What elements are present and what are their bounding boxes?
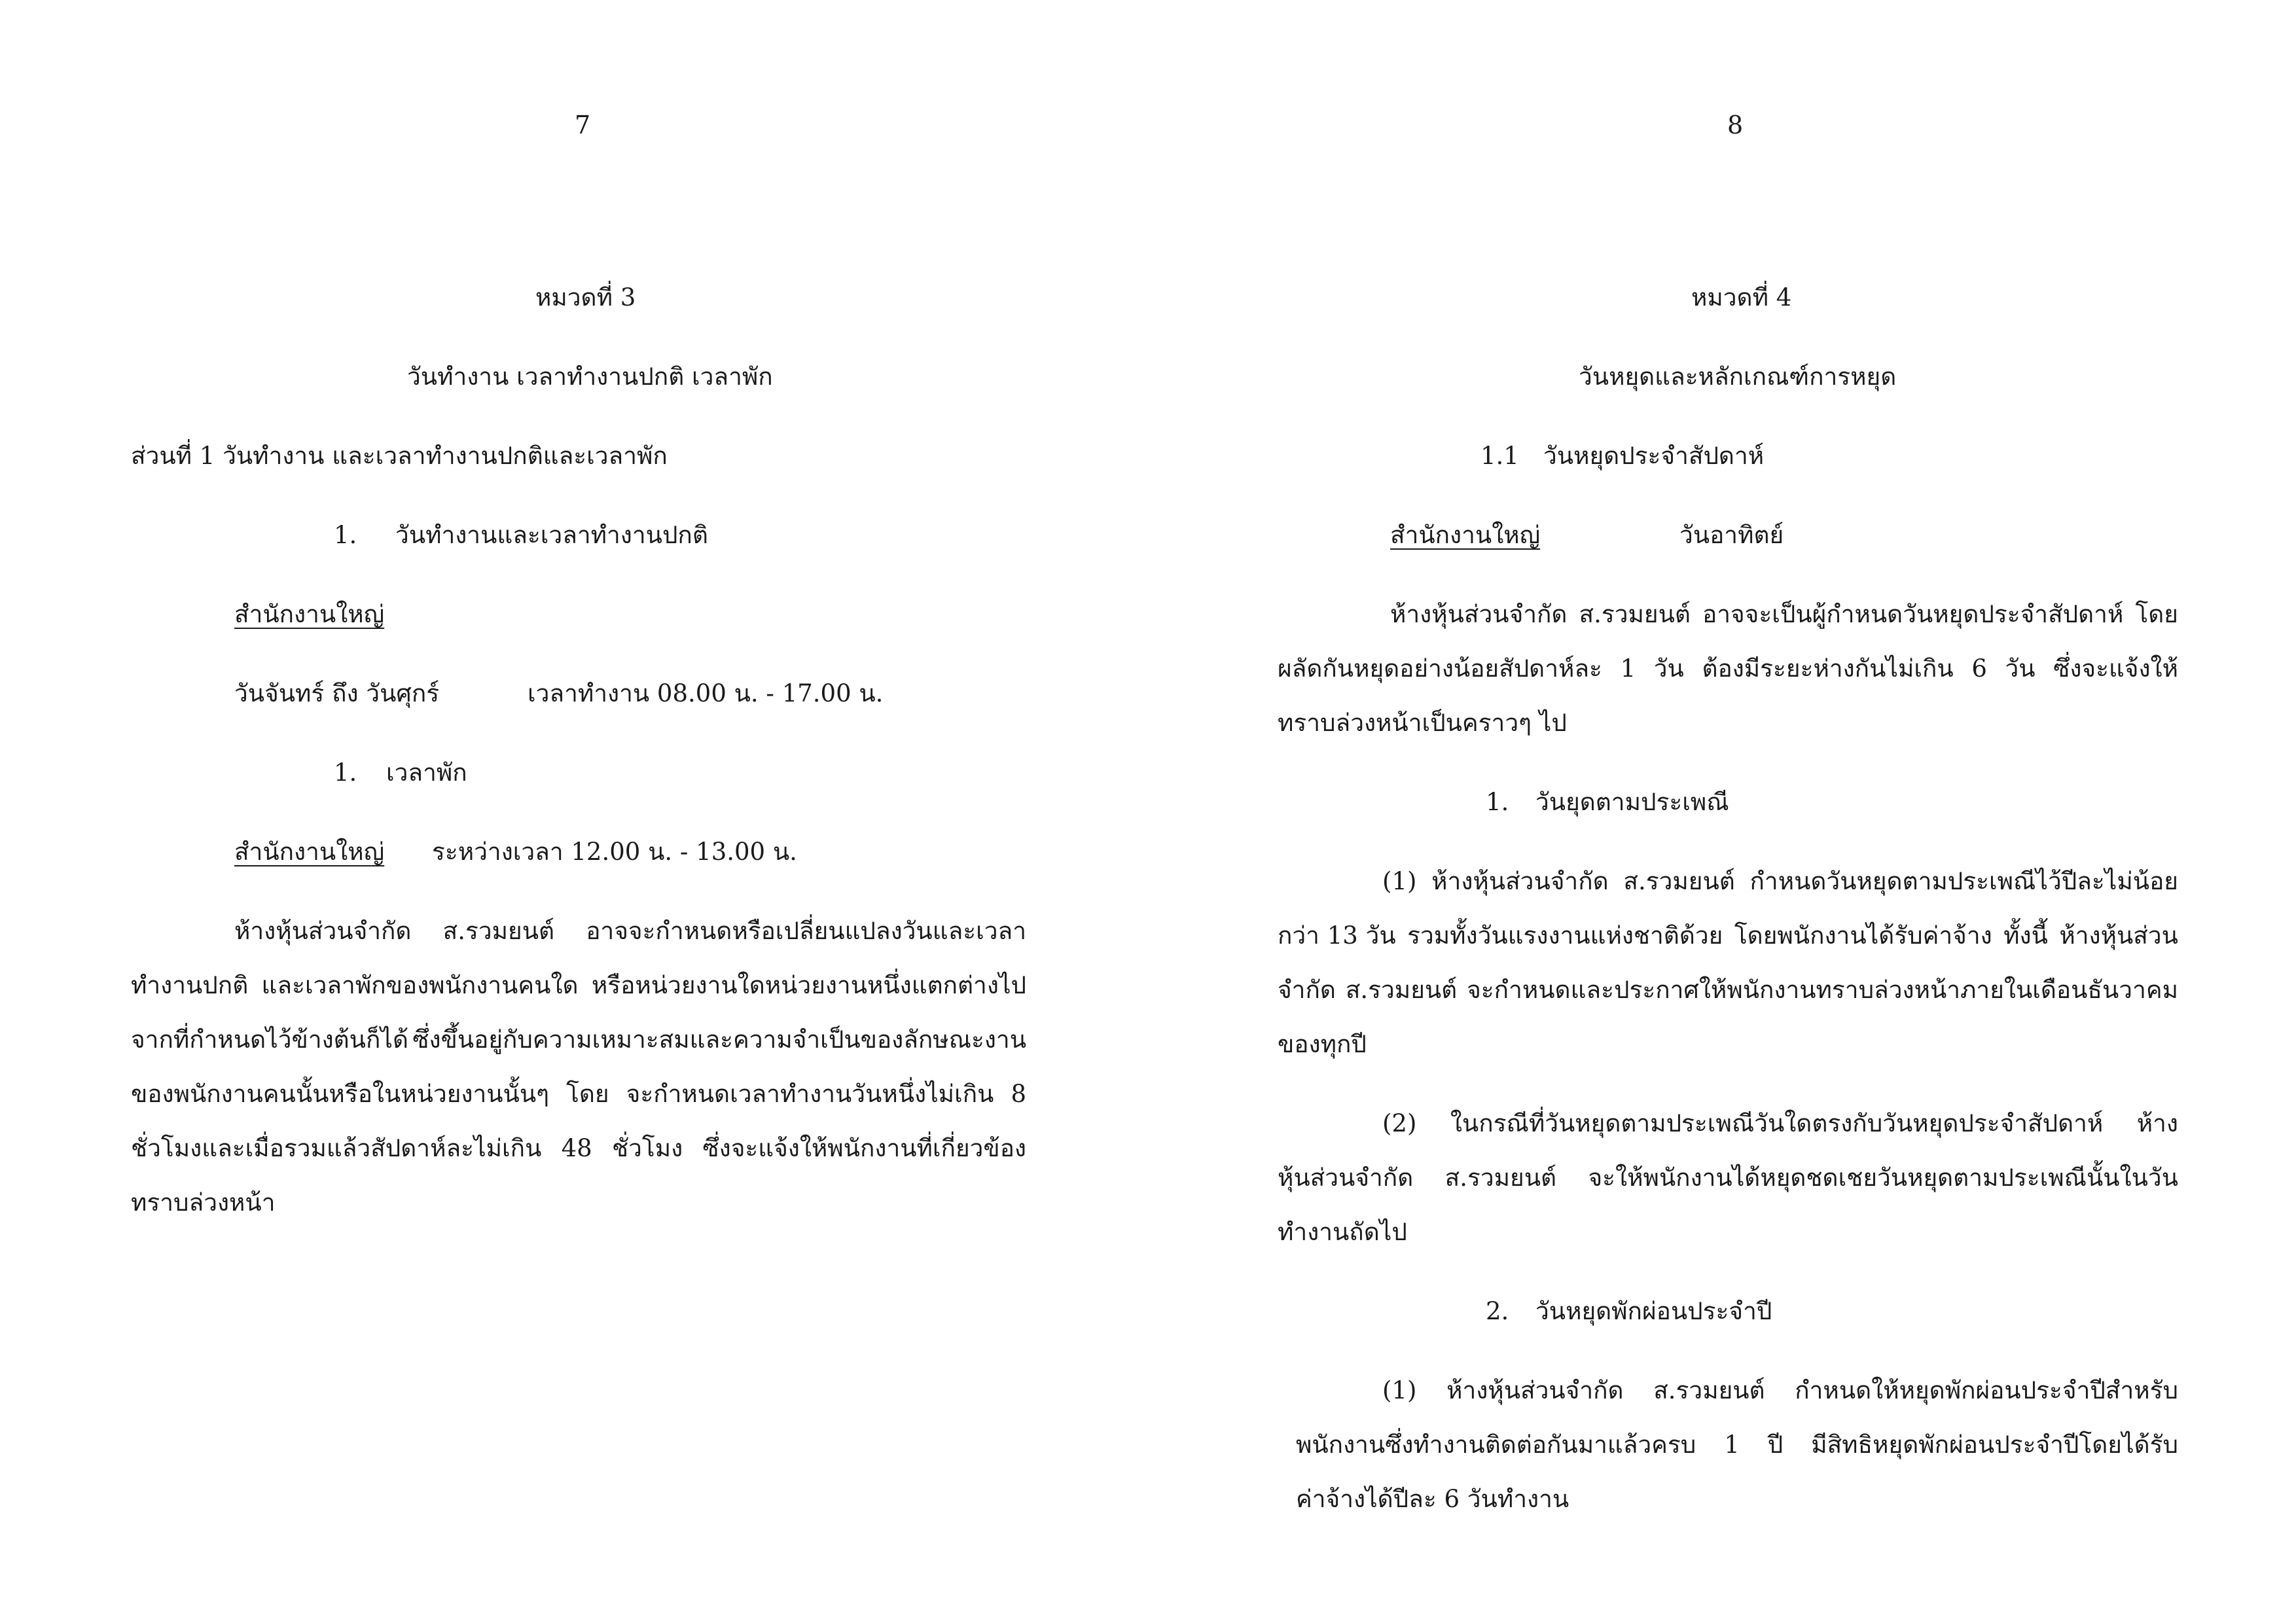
paragraph-line (131, 1082, 1026, 1106)
text-run: วัน (2005, 654, 2036, 683)
text-run: จำกัด (1278, 976, 1336, 1004)
section-number: 1.1 (1480, 442, 1519, 470)
chapter-title: หมวดที่ 3 (535, 283, 636, 312)
text-run: ห้างหุ้นส่วน (2059, 921, 2178, 950)
text-run: อาจจะเป็นผู้กำหนดวันหยุดประจำสัปดาห์ (1702, 600, 2124, 628)
text-run: ชั่วโมงและเมื่อรวมแล้วสัปดาห์ละไม่เกิน (131, 1134, 542, 1162)
paragraph-line (131, 973, 1026, 997)
item-heading: วันยุดตามประเพณี (1535, 788, 1729, 816)
text-run: ทำงานปกติ (131, 971, 249, 999)
item-number: 1. (334, 521, 357, 549)
item-heading: วันทำงานและเวลาทำงานปกติ (395, 521, 708, 549)
text-run: 48 (561, 1134, 592, 1162)
text-run: 8 (1011, 1080, 1026, 1108)
paragraph-line (1278, 978, 2178, 1002)
text-run: ของพนักงานคนนั้นหรือในหน่วยงานนั้นๆ (131, 1080, 550, 1108)
text-run: จากที่กำหนดไว้ข้างต้นก็ได้ (131, 1026, 409, 1054)
text-run: ส.รวมยนต์ (1579, 600, 1691, 628)
item-number: 1. (334, 758, 357, 787)
text-run: พนักงานซึ่งทำงานติดต่อกันมาแล้วครบ (1296, 1431, 1696, 1459)
paragraph-line (131, 1027, 1026, 1052)
text-run: ห้าง (2136, 1109, 2178, 1137)
text-run: ห้างหุ้นส่วนจำกัด (1390, 600, 1568, 628)
text-run: อาจจะกำหนดหรือเปลี่ยนแปลงวันและเวลา (586, 917, 1026, 945)
chapter-subtitle: วันหยุดและหลักเกณฑ์การหยุด (1579, 363, 1897, 391)
text-run: โดยพนักงานได้รับค่าจ้าง (1734, 921, 1992, 950)
workdays-text: วันจันทร์ ถึง วันศุกร์ (234, 679, 440, 707)
text-run: ห้างหุ้นส่วนจำกัด (234, 917, 412, 945)
page-number: 8 (1727, 111, 1744, 139)
text-run: จะกำหนดและประกาศให้พนักงานทราบล่วงหน้าภายในเดือนธันวาคม (1467, 976, 2178, 1004)
paragraph-line (131, 1136, 1026, 1160)
text-run: กว่า 13 วัน (1278, 921, 1396, 950)
text-run: 1 (1724, 1431, 1740, 1459)
paragraph-line (1382, 1378, 2178, 1402)
head-office-label: สำนักงานใหญ่ (1390, 521, 1541, 549)
text-run: กำหนดวันหยุดตามประเพณีไว้ปีละไม่น้อย (1749, 867, 2178, 895)
text-run: (1) (1382, 867, 1417, 895)
text-run: ชั่วโมง (612, 1134, 683, 1162)
text-run: ห้างหุ้นส่วนจำกัด (1431, 867, 1609, 895)
paragraph-line: ทำงานถัดไป (1278, 1218, 1407, 1246)
text-run: และเวลาพักของพนักงานคนใด (261, 971, 579, 999)
section-heading: วันหยุดประจำสัปดาห์ (1543, 442, 1765, 470)
text-run: มีสิทธิหยุดพักผ่อนประจำปีโดยได้รับ (1811, 1431, 2178, 1459)
text-run: ต้องมีระยะห่างกันไม่เกิน (1702, 654, 1954, 683)
text-run: ส.รวมยนต์ (1653, 1376, 1765, 1404)
text-run: หุ้นส่วนจำกัด (1278, 1164, 1414, 1192)
text-run: โดย (566, 1080, 609, 1108)
paragraph-line (1382, 1111, 2178, 1135)
paragraph-line: ทราบล่วงหน้าเป็นคราวๆ ไป (1278, 709, 1567, 737)
text-run: ผลัดกันหยุดอย่างน้อยสัปดาห์ละ (1278, 654, 1602, 683)
head-office-day: วันอาทิตย์ (1679, 521, 1784, 549)
text-run: จะให้พนักงานได้หยุดชดเชยวันหยุดตามประเพณีนั้นในวัน (1588, 1164, 2178, 1192)
item-heading: วันหยุดพักผ่อนประจำปี (1535, 1297, 1772, 1325)
text-run: ซึ่งขึ้นอยู่กับความเหมาะสมและความจำเป็นของลักษณะงาน (412, 1026, 1026, 1054)
text-run: ซึ่งจะแจ้งให้ (2053, 654, 2178, 683)
text-run: จะกำหนดเวลาทำงานวันหนึ่งไม่เกิน (626, 1080, 994, 1108)
text-run: ห้างหุ้นส่วนจำกัด (1446, 1376, 1624, 1404)
paragraph-line (234, 919, 1026, 943)
text-run: ปี (1767, 1431, 1784, 1459)
work-hours-text: เวลาทำงาน 08.00 น. - 17.00 น. (528, 679, 884, 707)
head-office-label: สำนักงานใหญ่ (234, 600, 385, 628)
text-run: ในกรณีที่วันหยุดตามประเพณีวันใดตรงกับวันหยุดประจำสัปดาห์ (1450, 1109, 2104, 1137)
paragraph-line: ของทุกปี (1278, 1030, 1367, 1058)
text-run: ทั้งนี้ (2003, 921, 2048, 950)
part-heading: ส่วนที่ 1 วันทำงาน และเวลาทำงานปกติและเวลาพัก (131, 442, 668, 470)
page-number: 7 (575, 111, 591, 139)
paragraph-line (1296, 1433, 2178, 1457)
text-run: (1) (1382, 1376, 1417, 1404)
item-number: 1. (1486, 788, 1509, 816)
text-run: ส.รวมยนต์ (1623, 867, 1735, 895)
text-run: (2) (1382, 1109, 1417, 1137)
text-run: ส.รวมยนต์ (1444, 1164, 1557, 1192)
item-number: 2. (1486, 1297, 1509, 1325)
text-run: โดย (2135, 600, 2178, 628)
paragraph-line: ค่าจ้างได้ปีละ 6 วันทำงาน (1296, 1485, 1570, 1513)
text-run: 6 (1971, 654, 1987, 683)
text-run: ส.รวมยนต์ (1345, 976, 1458, 1004)
paragraph-line (1278, 923, 2178, 948)
item-heading: เวลาพัก (386, 758, 467, 787)
right-page (1148, 0, 2296, 1623)
paragraph-line (1278, 1166, 2178, 1190)
paragraph-line (1278, 656, 2178, 681)
break-hours-text: ระหว่างเวลา 12.00 น. - 13.00 น. (432, 838, 797, 866)
text-run: 1 (1620, 654, 1636, 683)
paragraph-line (1390, 602, 2178, 626)
text-run: ซึ่งจะแจ้งให้พนักงานที่เกี่ยวข้อง (702, 1134, 1026, 1162)
chapter-title: หมวดที่ 4 (1691, 283, 1792, 312)
text-run: รวมทั้งวันแรงงานแห่งชาติด้วย (1407, 921, 1723, 950)
paragraph-line (1382, 869, 2178, 893)
text-run: หรือหน่วยงานใดหน่วยงานหนึ่งแตกต่างไป (591, 971, 1026, 999)
text-run: กำหนดให้หยุดพักผ่อนประจำปีสำหรับ (1795, 1376, 2178, 1404)
text-run: ส.รวมยนต์ (442, 917, 555, 945)
chapter-subtitle: วันทำงาน เวลาทำงานปกติ เวลาพัก (407, 363, 773, 391)
head-office-label: สำนักงานใหญ่ (234, 838, 385, 866)
paragraph-line: ทราบล่วงหน้า (131, 1188, 276, 1217)
text-run: วัน (1653, 654, 1684, 683)
